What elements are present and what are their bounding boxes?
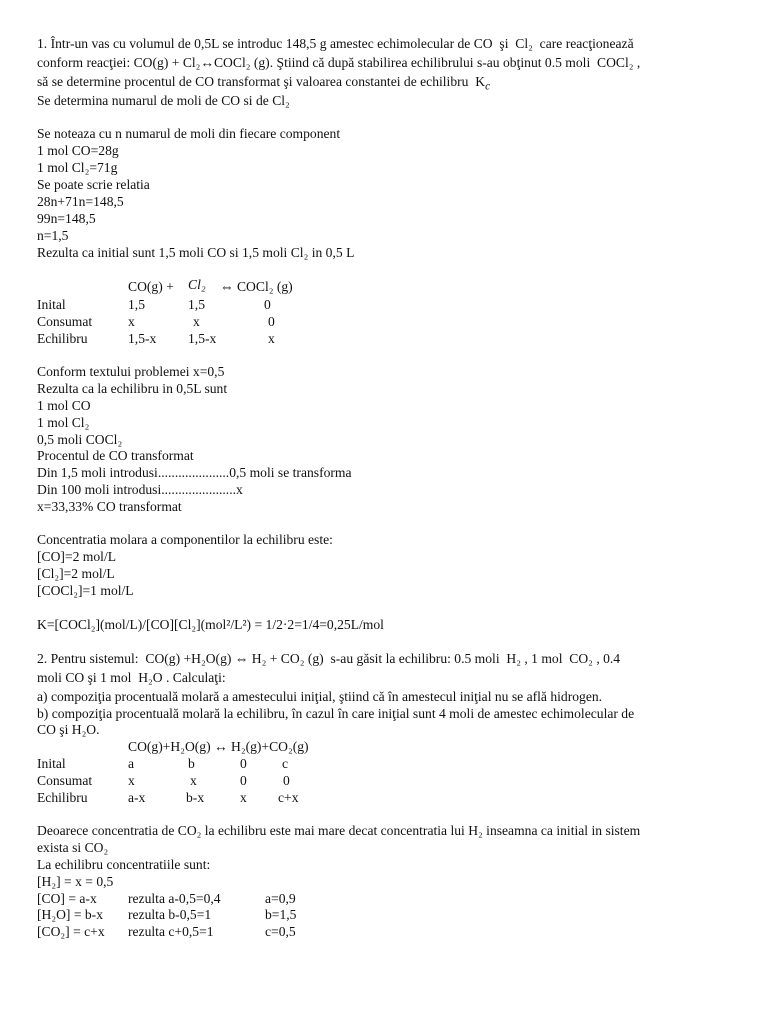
p2-intro-line-4: b) compoziţia procentuală molară la echilibru, în cazul în care iniţial sunt 4 moli de amestec echimolecular de	[37, 706, 635, 721]
p2-row-label: Echilibru	[37, 790, 88, 805]
p2-intro-line-1: 2. Pentru sistemul: CO(g) +H₂O(g) ⇔ H₂ + CO₂ (g) s-au găsit la echilibru: 0.5 moli H₂ , 1 mol CO₂ , 0.4	[37, 651, 621, 666]
p1-after: 1 mol CO	[37, 398, 91, 413]
p2-intro-line-5: CO şi H₂O.	[37, 722, 100, 737]
p1-step: 28n+71n=148,5	[37, 194, 124, 209]
p2-row-cell: 0	[283, 773, 290, 788]
p1-after: Din 100 moli introdusi......................x	[37, 482, 243, 497]
p1-step: n=1,5	[37, 228, 69, 243]
p1-row-cell: 0	[264, 297, 271, 312]
p1-step: Se poate scrie relatia	[37, 177, 150, 192]
p2-eq-cell: rezulta a-0,5=0,4	[128, 891, 221, 906]
p2-eq-cell: [H₂] = x = 0,5	[37, 874, 114, 889]
p2-row-cell: c+x	[278, 790, 299, 805]
p1-step: Se noteaza cu n numarul de moli din fiecare component	[37, 126, 341, 141]
kc-subscript: c	[485, 80, 491, 93]
p1-intro-line-4: Se determina numarul de moli de CO si de Cl₂	[37, 93, 290, 108]
p2-eq-cell: [H₂O] = b-x	[37, 907, 104, 922]
p1-intro-line-2: conform reacţiei: CO(g) + Cl₂↔COCl₂ (g). Ştiind că după stabilirea echilibrului s-au obţinut 0.5 moli COCl₂ ,	[37, 55, 641, 70]
p2-row-label: Inital	[37, 756, 66, 771]
p2-intro-line-3: a) compoziţia procentuală molară a amestecului iniţial, ştiind că în amestecul iniţial nu se află hidrogen.	[37, 689, 603, 704]
p2-row-cell: x	[240, 790, 247, 805]
p2-eq-cell: [CO] = a-x	[37, 891, 97, 906]
p2-eq-cell: c=0,5	[265, 924, 296, 939]
p2-row-cell: b	[188, 756, 195, 771]
p2-row-cell: 0	[240, 756, 247, 771]
p1-step: 1 mol Cl₂=71g	[37, 160, 118, 175]
p1-table-header-cl2: Cl₂	[188, 277, 206, 292]
p2-eq-cell: [CO₂] = c+x	[37, 924, 105, 939]
p1-conc: Concentratia molara a componentilor la echilibru este:	[37, 532, 333, 547]
p1-after: Rezulta ca la echilibru in 0,5L sunt	[37, 381, 228, 396]
p1-row-cell: x	[128, 314, 135, 329]
p2-row-cell: b-x	[186, 790, 205, 805]
p1-step: 1 mol CO=28g	[37, 143, 119, 158]
p1-after: x=33,33% CO transformat	[37, 499, 182, 514]
p1-row-cell: 1,5	[128, 297, 145, 312]
p1-conc: [CO]=2 mol/L	[37, 549, 117, 564]
p2-row-label: Consumat	[37, 773, 93, 788]
p2-reason: Deoarece concentratia de CO₂ la echilibru este mai mare decat concentratia lui H₂ inseamna ca initial in sistem	[37, 823, 641, 838]
p1-table-header-cocl2: ⇔ COCl₂ (g)	[220, 279, 293, 294]
p2-row-cell: a	[128, 756, 135, 771]
p2-row-cell: c	[282, 756, 289, 771]
p1-conc: [COCl₂]=1 mol/L	[37, 583, 134, 598]
p2-row-cell: x	[128, 773, 135, 788]
p2-row-cell: a-x	[128, 790, 146, 805]
p1-row-cell: x	[268, 331, 275, 346]
p2-eq-cell: a=0,9	[265, 891, 296, 906]
p1-row-label: Echilibru	[37, 331, 88, 346]
p1-after: Procentul de CO transformat	[37, 448, 194, 463]
p1-row-cell: 1,5-x	[128, 331, 157, 346]
p1-row-label: Inital	[37, 297, 66, 312]
p2-intro-line-2: moli CO şi 1 mol H₂O . Calculaţi:	[37, 670, 226, 685]
p1-row-cell: x	[193, 314, 200, 329]
p1-step: 99n=148,5	[37, 211, 96, 226]
p2-eq-cell: rezulta b-0,5=1	[128, 907, 212, 922]
p2-eq-cell: rezulta c+0,5=1	[128, 924, 214, 939]
p1-intro-line-3-text: să se determine procentul de CO transformat şi valoarea constantei de echilibru K	[37, 74, 486, 89]
p1-conc: [Cl₂]=2 mol/L	[37, 566, 115, 581]
p2-eq-title: La echilibru concentratiile sunt:	[37, 857, 211, 872]
p1-intro-line-1: 1. Într-un vas cu volumul de 0,5L se introduc 148,5 g amestec echimolecular de CO şi Cl₂ care reacţionează	[37, 36, 634, 51]
p1-k-constant: K=[COCl₂](mol/L)/[CO][Cl₂](mol²/L²) = 1/2·2=1/4=0,25L/mol	[37, 617, 384, 632]
p1-row-cell: 1,5-x	[188, 331, 217, 346]
p1-table-header-co: CO(g) +	[128, 279, 174, 294]
p1-after: Conform textului problemei x=0,5	[37, 364, 225, 379]
p2-reason: exista si CO₂	[37, 840, 109, 855]
p2-row-cell: x	[190, 773, 197, 788]
p1-row-cell: 1,5	[188, 297, 205, 312]
p2-row-cell: 0	[240, 773, 247, 788]
p1-step: Rezulta ca initial sunt 1,5 moli CO si 1,5 moli Cl₂ in 0,5 L	[37, 245, 355, 260]
p1-row-label: Consumat	[37, 314, 93, 329]
p1-after: Din 1,5 moli introdusi.....................0,5 moli se transforma	[37, 465, 352, 480]
p2-table-header: CO(g)+H₂O(g) ↔ H₂(g)+CO₂(g)	[128, 739, 309, 754]
p1-after: 1 mol Cl₂	[37, 415, 90, 430]
p2-eq-cell: b=1,5	[265, 907, 297, 922]
p1-after: 0,5 moli COCl₂	[37, 432, 123, 447]
p1-intro-line-3	[37, 74, 490, 95]
p1-row-cell: 0	[268, 314, 275, 329]
